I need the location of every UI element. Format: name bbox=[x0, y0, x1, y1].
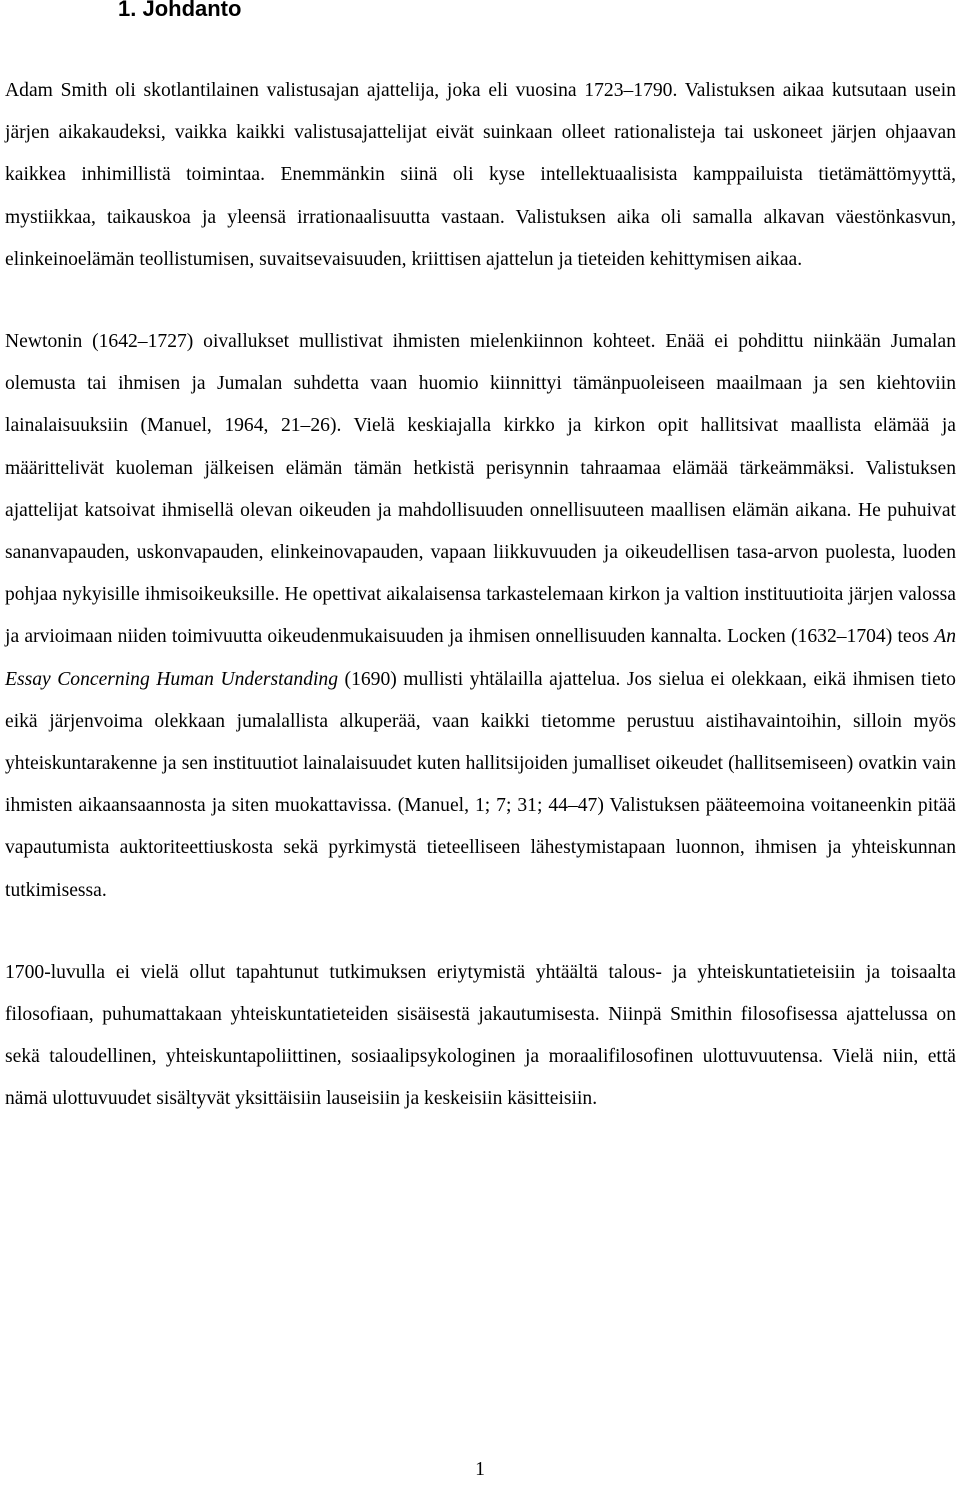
book-title: An Essay Concerning Human Understanding bbox=[5, 626, 956, 690]
paragraph-3: 1700-luvulla ei vielä ollut tapahtunut tutkimuksen eriytymistä yhtäältä talous- ja yhteiskuntatieteisiin ja toisaalta filosofiaan, puhumattakaan yhteiskuntatieteiden sisäisestä jakautumisesta. Niinpä Smithin filosofisessa ajattelussa on sekä taloudellinen, yhteiskuntapoliittinen, sosiaalipsykologinen ja moraalifilosofinen ulottuvuutensa. Vielä niin, että nämä ulottuvuudet sisältyvät yksittäisiin lauseisiin ja keskeisiin käsitteisiin. bbox=[5, 961, 956, 1110]
paragraph-2-text-end: (1690) mullisti yhtälailla ajattelua. Jos sielua ei olekkaan, eikä ihmisen tieto eikä järjenvoima olekkaan jumalallista alkuperää, vaan kaikki tietomme perustuu aistihavaintoihin, silloin myös yhteiskuntarakenne ja sen instituutiot lainalaisuudet kuten hallitsijoiden jumalliset oikeudet (hallitsemiseen) ovatkin vain ihmisten aikaansaannosta ja siten muokattavissa. (Manuel, 1; 7; 31; 44–47) Valistuksen pääteemoina voitaneenkin pitää vapautumista auktoriteettiuskosta sekä pyrkimystä tieteelliseen lähestymistapaan luonnon, ihmisen ja yhteiskunnan tutkimisessa. bbox=[5, 668, 956, 901]
paragraph-2 bbox=[5, 321, 956, 912]
document-page bbox=[5, 0, 956, 1121]
paragraph-2-text-start: Newtonin (1642–1727) oivallukset mullistivat ihmisten mielenkiinnon kohteet. Enää ei pohdittu niinkään Jumalan olemusta tai ihmisen ja Jumalan suhdetta vaan huomio kiinnittyi tämänpuoleiseen maailmaan ja sen kiehtoviin lainalaisuuksiin (Manuel, 1964, 21–26). Vielä keskiajalla kirkko ja kirkon opit hallitsivat maallista elämää ja määrittelivät kuoleman jälkeisen elämän tämän hetkistä perisynnin tahraamaa elämää tärkeämmäksi. Valistuksen ajattelijat katsoivat ihmisellä olevan oikeuden ja mahdollisuuden onnellisuuteen maallisen elämän aikana. He puhuivat sananvapauden, uskonvapauden, elinkeinovapauden, vapaan liikkuvuuden ja oikeudellisen tasa-arvon puolesta, luoden pohjaa nykyisille ihmisoikeuksille. He opettivat aikalaisensa tarkastelemaan kirkon ja valtion instituutioita järjen valossa ja arvioimaan niiden toimivuutta oikeudenmukaisuuden ja ihmisen onnellisuuden kannalta. Locken (1632–1704) teos bbox=[5, 331, 956, 648]
paragraph-1: Adam Smith oli skotlantilainen valistusajan ajattelija, joka eli vuosina 1723–1790. Valistuksen aikaa kutsutaan usein järjen aikakaudeksi, vaikka kaikki valistusajattelijat eivät suinkaan olleet rationalisteja tai uskoneet järjen ohjaavan kaikkea inhimillistä toimintaa. Enemmänkin siinä oli kyse intellektuaalisista kamppailuista tietämättömyyttä, mystiikkaa, taikauskoa ja yleensä irrationaalisuutta vastaan. Valistuksen aika oli samalla alkavan väestönkasvun, elinkeinoelämän teollistumisen, suvaitsevaisuuden, kriittisen ajattelun ja tieteiden kehittymisen aikaa. bbox=[5, 80, 956, 270]
chapter-heading: 1. Johdanto bbox=[118, 0, 242, 21]
page-number: 1 bbox=[475, 1459, 485, 1480]
